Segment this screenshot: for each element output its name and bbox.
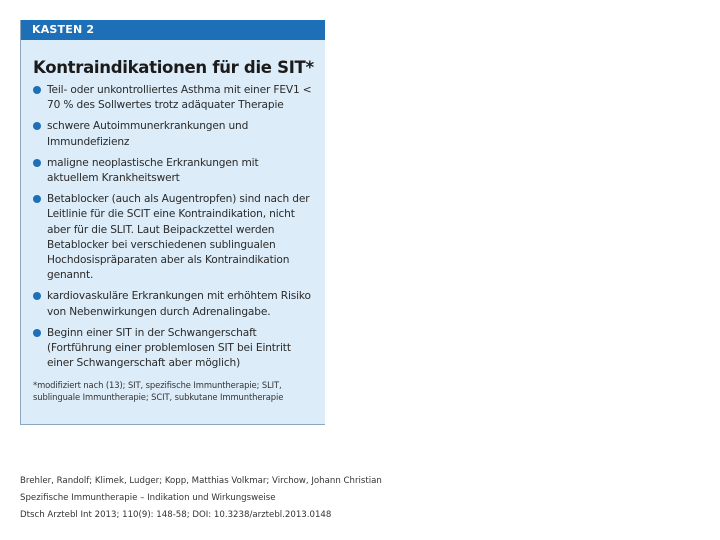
list-item-text: maligne neoplastische Erkrankungen mit aktuellem Krankheitswert bbox=[47, 156, 259, 185]
list-item bbox=[33, 192, 313, 283]
list-item-text: Teil- oder unkontrolliertes Asthma mit einer FEV1 < 70 % des Sollwertes trotz adäquater Therapie bbox=[47, 84, 312, 112]
list-item bbox=[33, 289, 313, 319]
list-item bbox=[33, 326, 313, 372]
bullet-icon bbox=[33, 329, 41, 337]
box-footnote: *modifiziert nach (13); SIT, spezifische Immuntherapie; SLIT, sublinguale Immuntherapie; SCIT, subkutane Immuntherapie bbox=[33, 380, 284, 402]
list-item bbox=[33, 119, 313, 149]
contraindication-list bbox=[21, 83, 325, 371]
box-label: KASTEN 2 bbox=[21, 20, 325, 40]
list-item-text: Beginn einer SIT in der Schwangerschaft (Fortführung einer problemlosen SIT bei Eintritt einer Schwangerschaft aber möglich) bbox=[47, 326, 291, 370]
list-item bbox=[33, 83, 313, 113]
bullet-icon bbox=[33, 159, 41, 167]
bullet-icon bbox=[33, 122, 41, 130]
box-title: Kontraindikationen für die SIT* bbox=[33, 58, 314, 77]
bullet-icon bbox=[33, 86, 41, 94]
list-item-text: Betablocker (auch als Augentropfen) sind nach der Leitlinie für die SCIT eine Kontraindikation, nicht aber für die SLIT. Laut Beipackzettel werden Betablocker bei verschiedenen sublingualen Hochdosispräparaten aber als Kontraindikation genannt. bbox=[47, 193, 310, 282]
bullet-icon bbox=[33, 195, 41, 203]
citation-authors: Brehler, Randolf; Klimek, Ludger; Kopp, Matthias Volkmar; Virchow, Johann Christian bbox=[20, 476, 382, 486]
citation-title: Spezifische Immuntherapie – Indikation und Wirkungsweise bbox=[20, 493, 276, 503]
list-item bbox=[33, 156, 313, 186]
list-item-text: schwere Autoimmunerkrankungen und Immundefizienz bbox=[47, 120, 249, 148]
bullet-icon bbox=[33, 292, 41, 300]
citation-source: Dtsch Arztebl Int 2013; 110(9): 148-58; DOI: 10.3238/arztebl.2013.0148 bbox=[20, 510, 332, 520]
list-item-text: kardiovaskuläre Erkrankungen mit erhöhtem Risiko von Nebenwirkungen durch Adrenalingabe. bbox=[47, 290, 311, 318]
citation bbox=[20, 473, 382, 524]
info-box bbox=[20, 20, 325, 425]
